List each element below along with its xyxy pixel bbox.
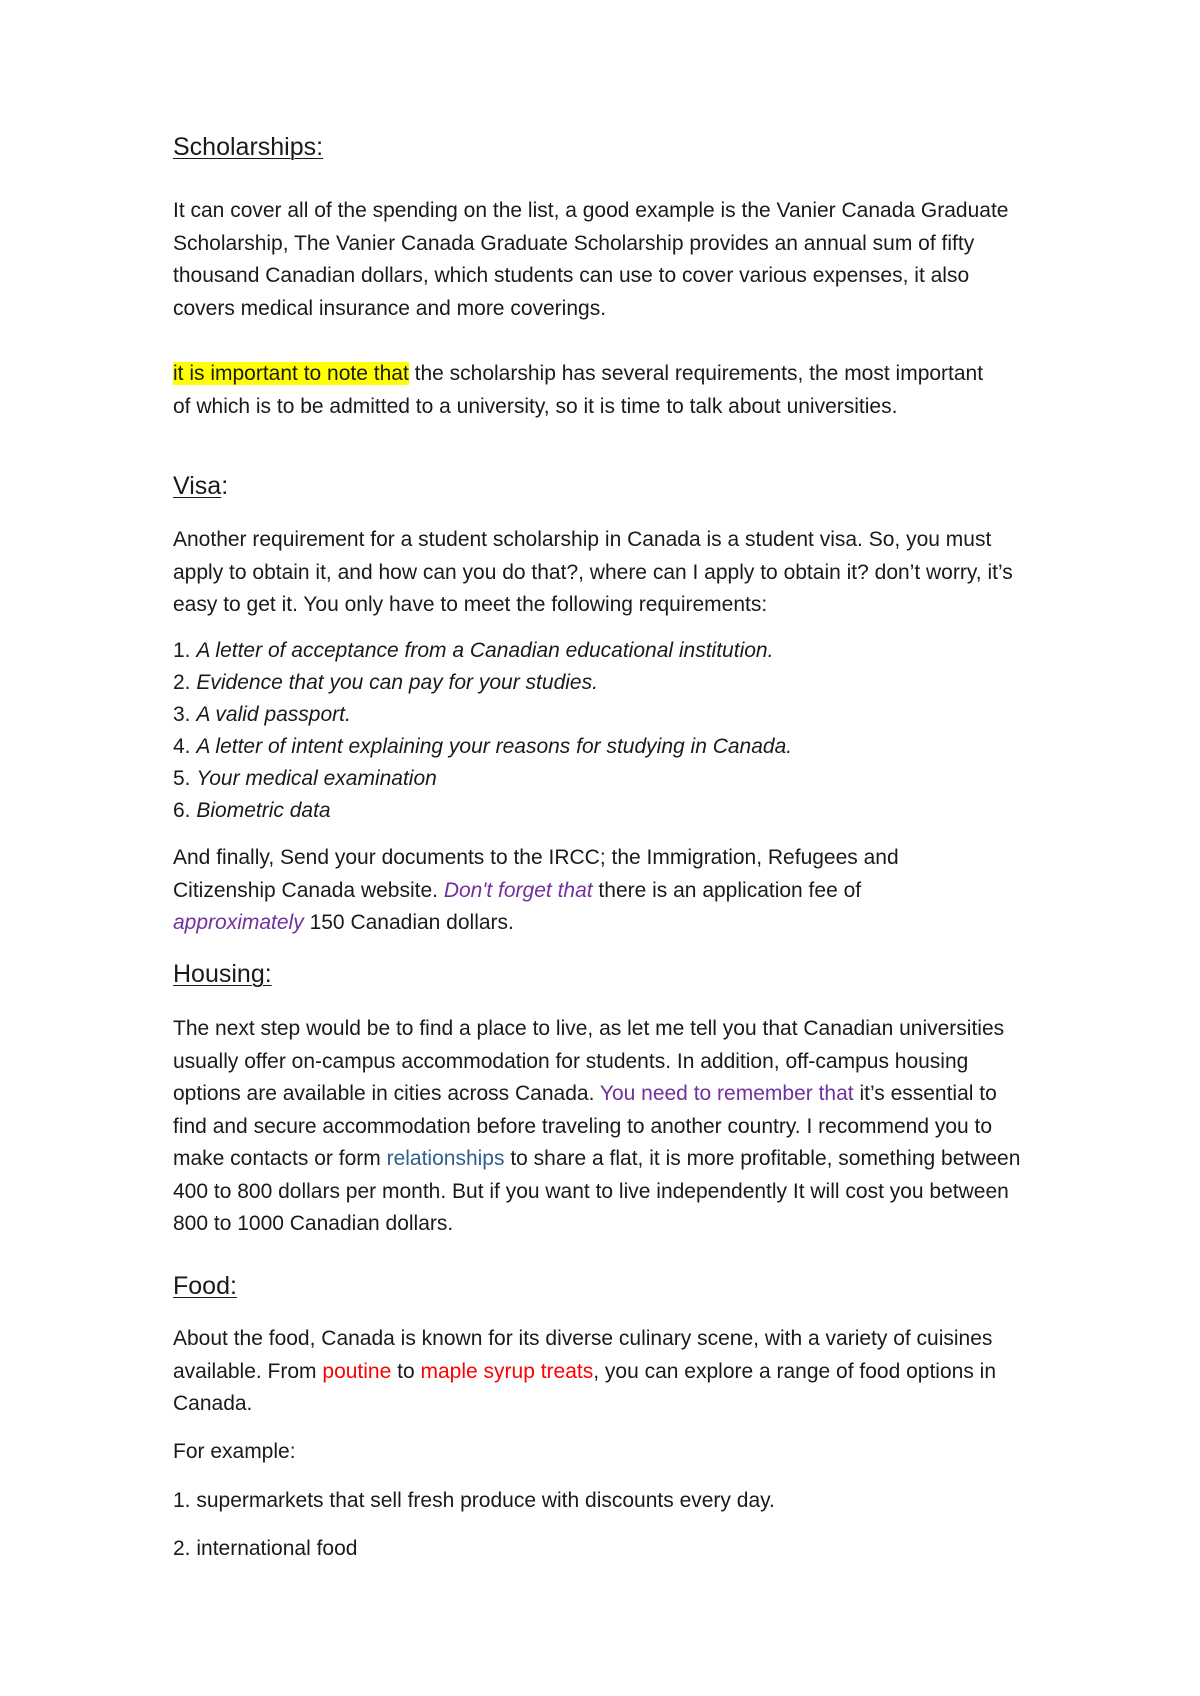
purple-phrase: Don't forget that — [443, 878, 593, 902]
visa-heading-colon: : — [221, 472, 229, 500]
housing-paragraph: The next step would be to find a place to live, as let me tell you that Canadian universities usually offer on-campus accommodation for students. In addition, off-campus housing options are available in cities across Canada. You need to remember that it’s essential to find and secure accommodation before traveling to another country. I recommend you to make contacts or form relationships to share a flat, it is more profitable, something between 400 to 800 dollars per month. But if you want to live independently It will cost you between 800 to 1000 Canadian dollars. — [173, 1017, 1021, 1235]
red-phrase: maple syrup treats — [420, 1359, 594, 1383]
purple-phrase: You need to remember that — [599, 1082, 854, 1105]
red-word: poutine — [322, 1359, 392, 1383]
purple-phrase: approximately — [173, 911, 304, 934]
list-item: 1. A letter of acceptance from a Canadian educational institution. — [173, 639, 774, 662]
food-paragraph: About the food, Canada is known for its diverse culinary scene, with a variety of cuisines available. From poutine to maple syrup treats, you can explore a range of food options in Canada. — [173, 1327, 997, 1415]
food-item-2: 2. international food — [173, 1537, 358, 1560]
for-example: For example: — [173, 1440, 296, 1463]
blue-word: relationships — [386, 1147, 505, 1170]
list-item: 6. Biometric data — [173, 799, 331, 822]
highlighted-note: it is important to note that — [173, 362, 409, 385]
visa-requirements-list — [173, 635, 1053, 827]
scholarships-heading: Scholarships: — [173, 133, 324, 161]
note-rest: the scholarship has several requirements, the most important of which is to be admitted to a university, so it is time to talk about universities. — [173, 362, 984, 418]
list-item: 5. Your medical examination — [173, 767, 437, 790]
visa-heading — [173, 470, 228, 503]
list-item: 2. Evidence that you can pay for your studies. — [173, 671, 598, 694]
visa-intro: Another requirement for a student scholarship in Canada is a student visa. So, you must apply to obtain it, and how can you do that?, where can I apply to obtain it? don’t worry, it’s easy to get it. You only have to meet the following requirements: — [173, 528, 1013, 616]
list-item: 3. A valid passport. — [173, 703, 351, 726]
food-heading: Food: — [173, 1272, 237, 1300]
housing-heading: Housing: — [173, 960, 272, 988]
scholarships-paragraph: It can cover all of the spending on the list, a good example is the Vanier Canada Graduate Scholarship, The Vanier Canada Graduate Scholarship provides an annual sum of fifty thousand Canadian dollars, which students can use to cover various expenses, it also covers medical insurance and more coverings. — [173, 199, 1009, 320]
scholarships-note-paragraph — [173, 358, 993, 423]
visa-final-paragraph: And finally, Send your documents to the IRCC; the Immigration, Refugees and Citizenship Canada website. Don't forget that there is an application fee of approximately 150 Canadian dollars. — [173, 846, 899, 934]
list-item: 4. A letter of intent explaining your reasons for studying in Canada. — [173, 735, 793, 758]
visa-heading-word: Visa — [173, 472, 222, 500]
food-item-1: 1. supermarkets that sell fresh produce with discounts every day. — [173, 1489, 775, 1512]
